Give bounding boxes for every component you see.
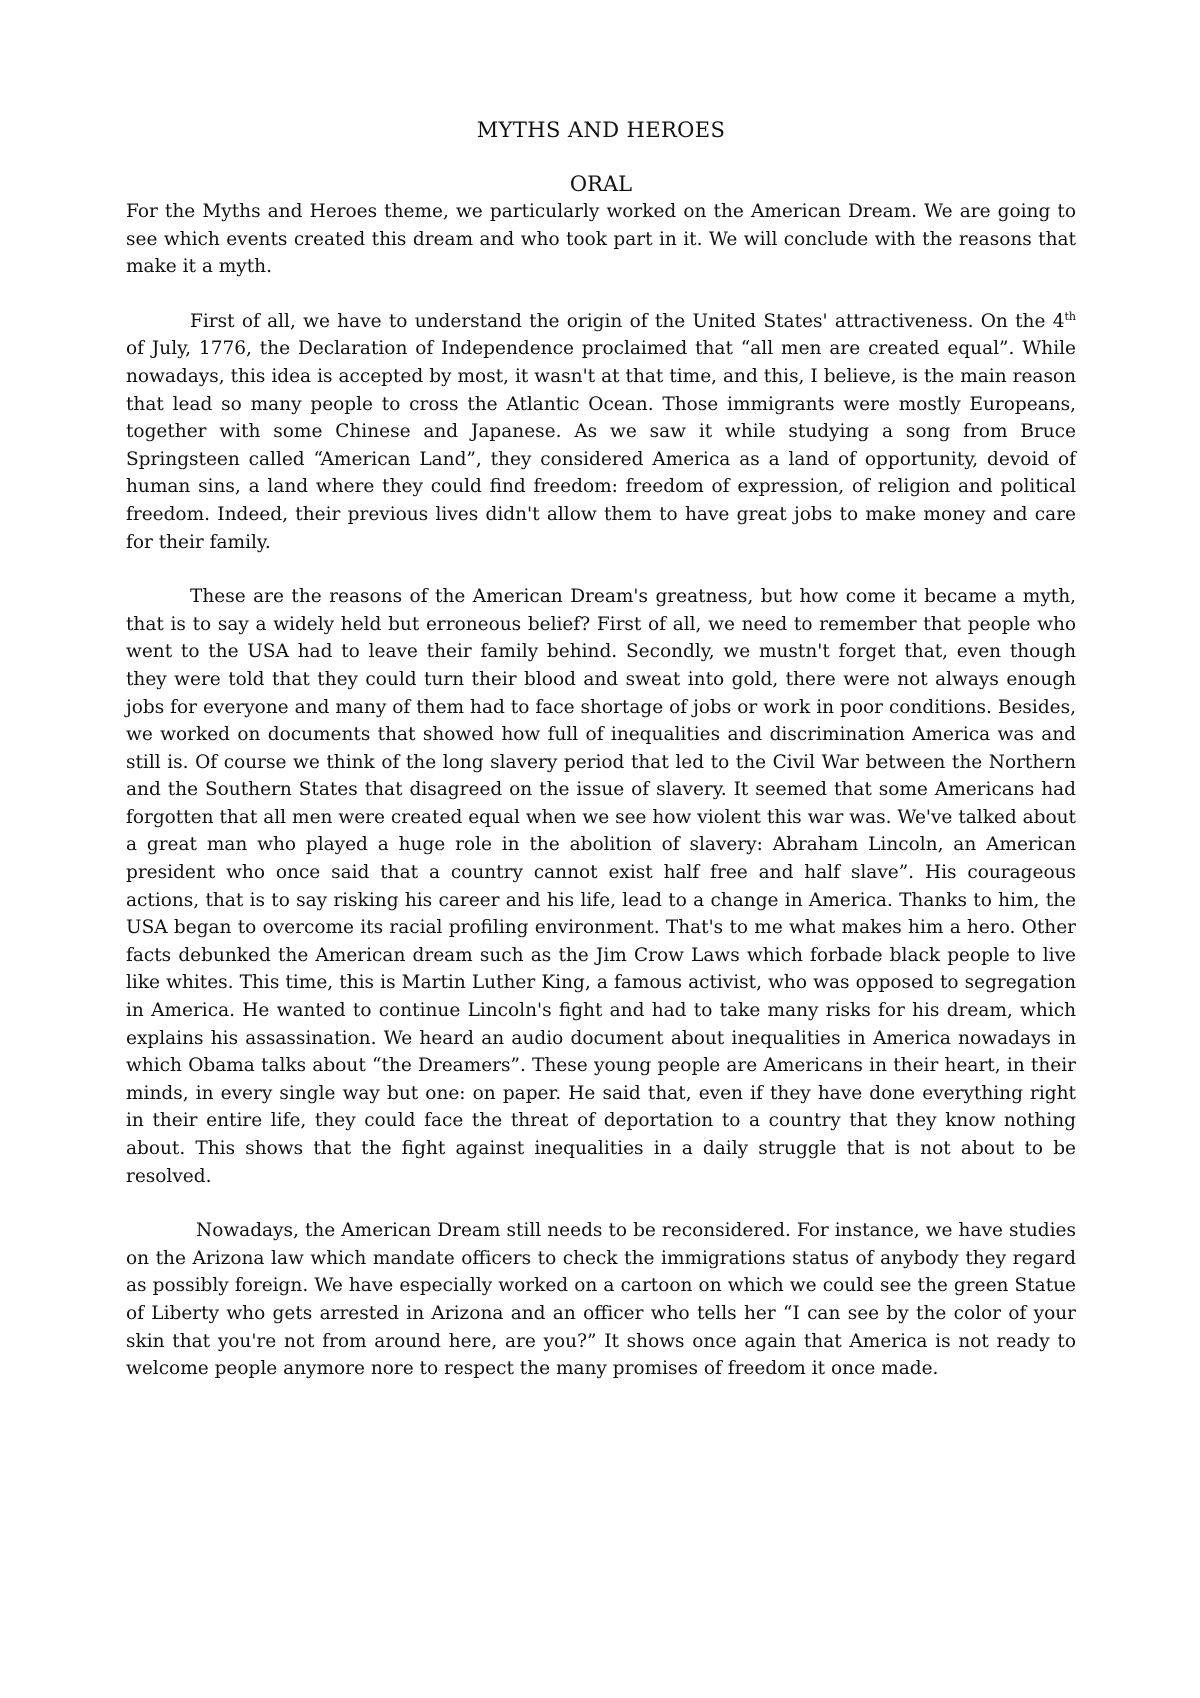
paragraph-myth: These are the reasons of the American Dream's greatness, but how come it became a myth, that is to say a widely held but erroneous belief? First of all, we need to remember that people who went to the USA had to leave their family behind. Secondly, we mustn't forget that, even though they were told that they could turn their blood and sweat into gold, there were not always enough jobs for everyone and many of them had to face shortage of jobs or work in poor conditions. Besides, we worked on documents that showed how full of inequalities and discrimination America was and still is. Of course we think of the long slavery period that led to the Civil War between the Northern and the Southern States that disagreed on the issue of slavery. It seemed that some Americans had forgotten that all men were created equal when we see how violent this war was. We've talked about a great man who played a huge role in the abolition of slavery: Abraham Lincoln, an American president who once said that a country cannot exist half free and half slave”. His courageous actions, that is to say risking his career and his life, lead to a change in America. Thanks to him, the USA began to overcome its racial profiling environment. That's to me what makes him a hero. Other facts debunked the American dream such as the Jim Crow Laws which forbade black people to live like whites. This time, this is Martin Luther King, a famous activist, who was opposed to segregation in America. He wanted to continue Lincoln's fight and had to take many risks for his dream, which explains his assassination. We heard an audio document about inequalities in America nowadays in which Obama talks about “the Dreamers”. These young people are Americans in their heart, in their minds, in every single way but one: on paper. He said that, even if they have done everything right in their entire life, they could face the threat of deportation to a country that they know nothing about. This shows that the fight against inequalities in a daily struggle that is not about to be resolved.: [126, 586, 1076, 1187]
intro-paragraph: For the Myths and Heroes theme, we particularly worked on the American Dream. We are going to see which events created this dream and who took part in it. We will conclude with the reasons that make it a myth.: [126, 201, 1076, 278]
paragraph-origin-text-start: First of all, we have to understand the origin of the United States' attractiveness. On the 4: [190, 310, 1065, 332]
paragraph-origin-text-end: of July, 1776, the Declaration of Independence proclaimed that “all men are created equal”. While nowadays, this idea is accepted by most, it wasn't at that time, and this, I believe, is the main reason that lead so many people to cross the Atlantic Ocean. Those immigrants were mostly Europeans, together with some Chinese and Japanese. As we saw it while studying a song from Bruce Springsteen called “American Land”, they considered America as a land of opportunity, devoid of human sins, a land where they could find freedom: freedom of expression, of religion and political freedom. Indeed, their previous lives didn't allow them to have great jobs to make money and care for their family.: [126, 338, 1076, 553]
document-title: MYTHS AND HEROES: [476, 118, 726, 142]
paragraph-origin: [126, 308, 1076, 556]
document-subtitle: ORAL: [569, 172, 633, 196]
paragraph-nowadays: Nowadays, the American Dream still needs to be reconsidered. For instance, we have studies on the Arizona law which mandate officers to check the immigrations status of anybody they regard as possibly foreign. We have especially worked on a cartoon on which we could see the green Statue of Liberty who gets arrested in Arizona and an officer who tells her “I can see by the color of your skin that you're not from around here, are you?” It shows once again that America is not ready to welcome people anymore nore to respect the many promises of freedom it once made.: [126, 1220, 1076, 1380]
ordinal-suffix: th: [1064, 309, 1076, 323]
document-body: [126, 116, 1076, 1383]
